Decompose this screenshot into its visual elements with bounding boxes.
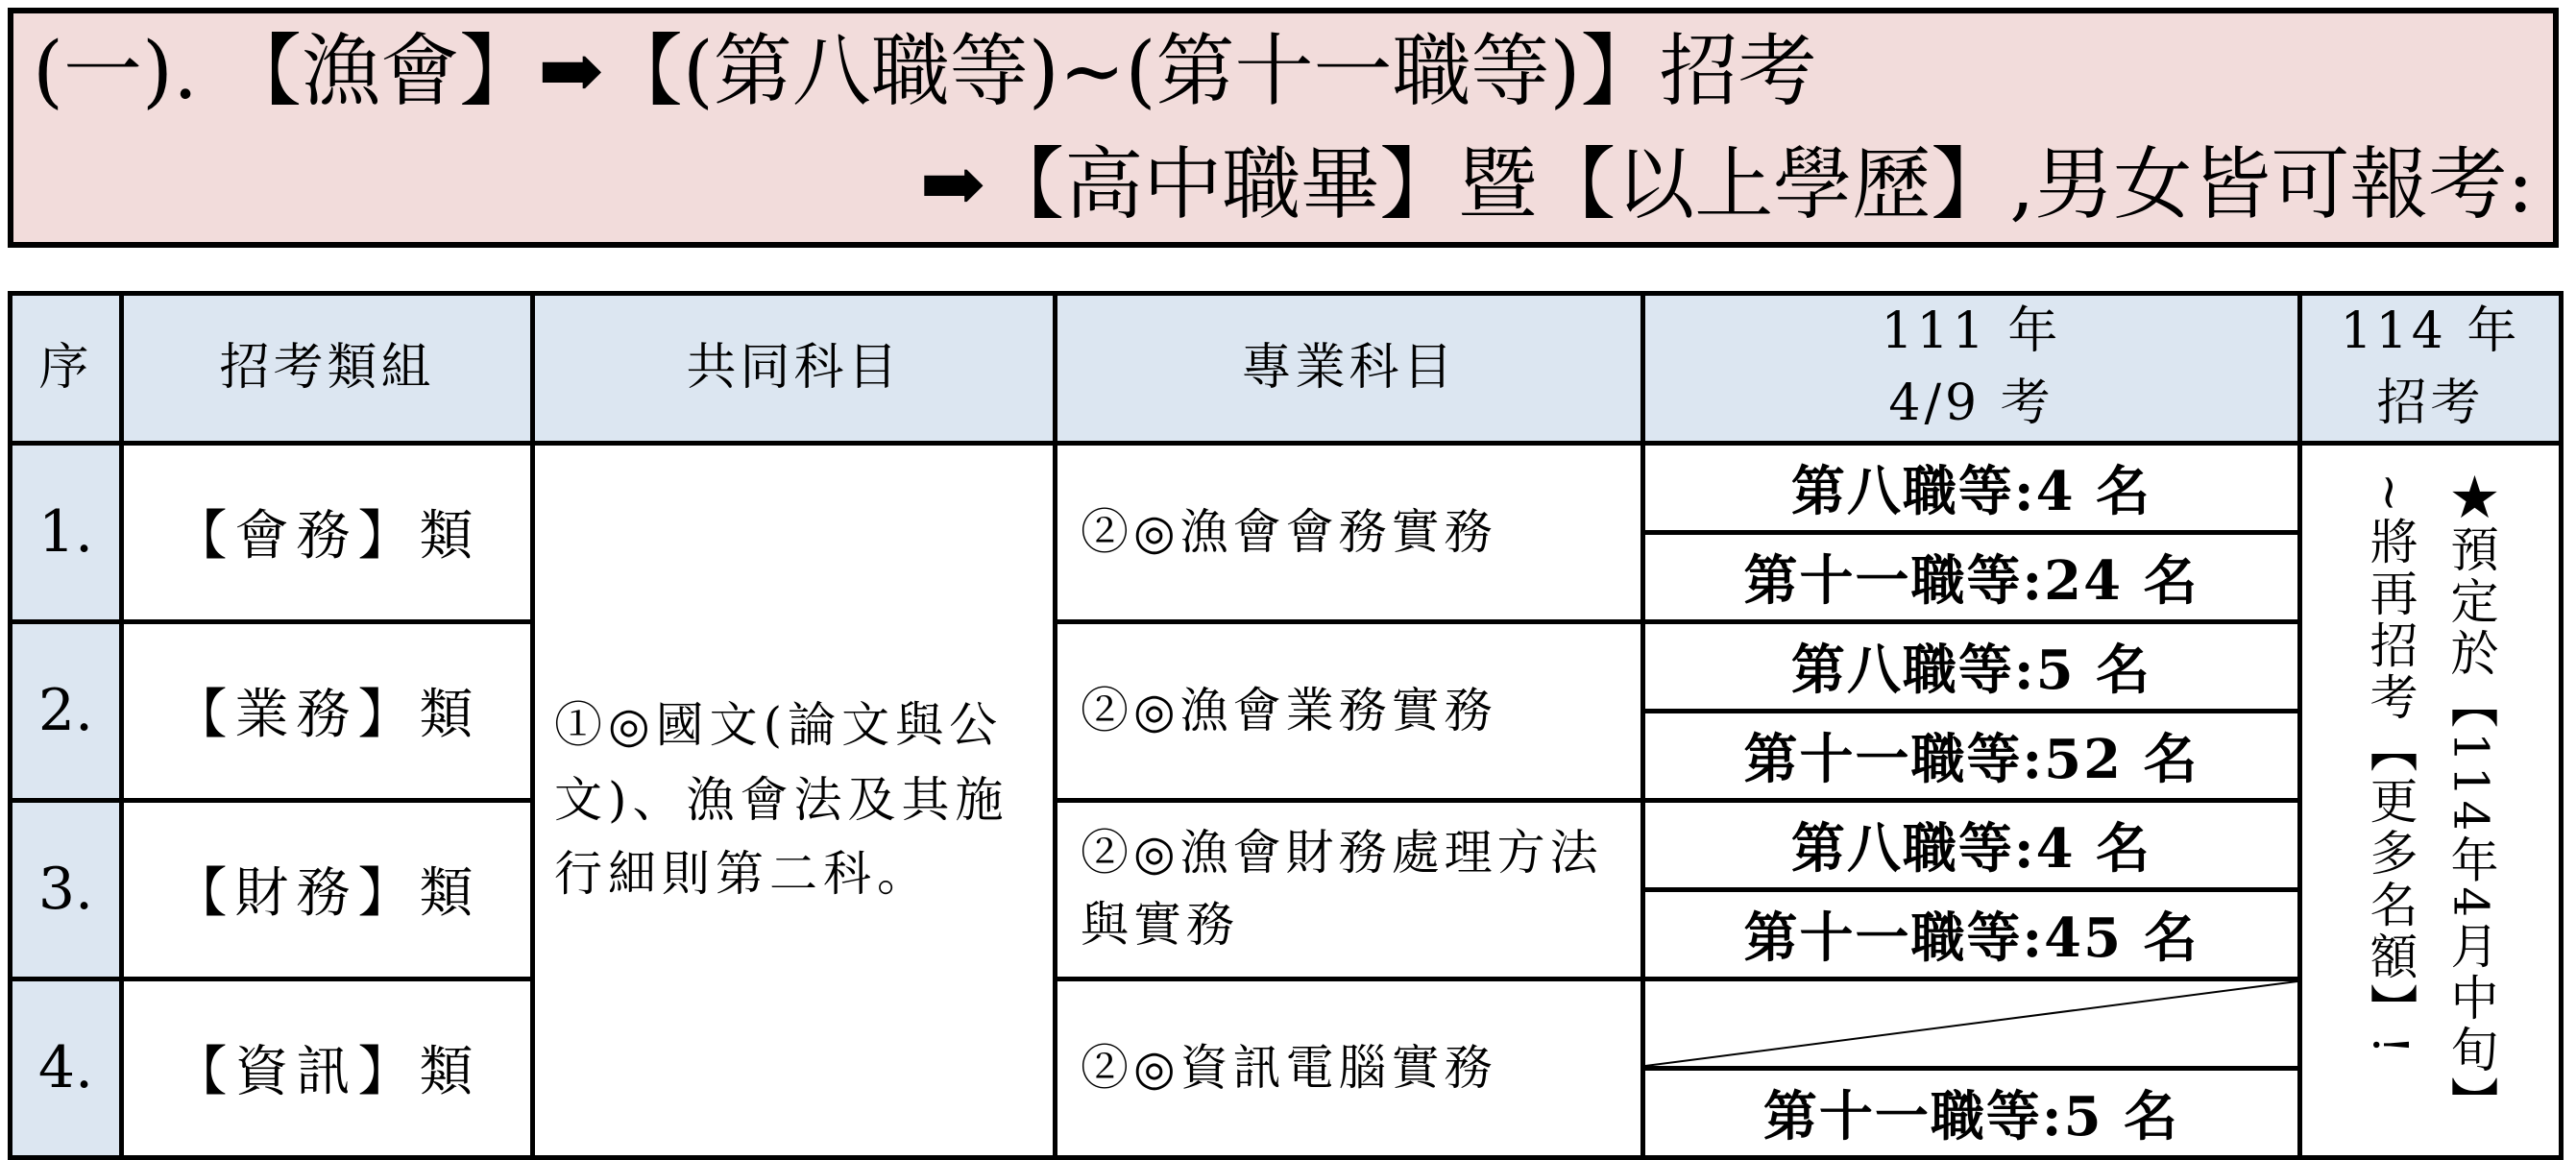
quota-grade-11: 第十一職等:45 名 xyxy=(1643,889,2300,979)
row-group: 【資訊】類 xyxy=(122,979,533,1157)
header-114 xyxy=(2300,294,2562,444)
row-seq: 3. xyxy=(11,800,122,979)
row-seq: 1. xyxy=(11,443,122,621)
quota-grade-11: 第十一職等:5 名 xyxy=(1643,1068,2300,1157)
quota-grade-8: 第八職等:5 名 xyxy=(1643,621,2300,711)
row-professional: ②◎資訊電腦實務 xyxy=(1056,979,1643,1157)
notice-114 xyxy=(2300,443,2562,1157)
table-row xyxy=(11,979,2562,1068)
title-banner xyxy=(8,8,2559,248)
title-line-1: (一). 【漁會】➡【(第八職等)~(第十一職等)】招考 xyxy=(33,26,1817,117)
row-group: 【財務】類 xyxy=(122,800,533,979)
header-common-subject: 共同科目 xyxy=(533,294,1056,444)
header-seq: 序 xyxy=(11,294,122,444)
row-seq: 2. xyxy=(11,621,122,800)
row-group: 【會務】類 xyxy=(122,443,533,621)
quota-grade-8: 第八職等:4 名 xyxy=(1643,800,2300,889)
table-row xyxy=(11,621,2562,711)
diagonal-slash xyxy=(1645,981,2297,1066)
header-professional-subject: 專業科目 xyxy=(1056,294,1643,444)
row-group: 【業務】類 xyxy=(122,621,533,800)
row-professional: ②◎漁會財務處理方法與實務 xyxy=(1056,800,1643,979)
quota-grade-8-empty xyxy=(1643,979,2300,1068)
quota-grade-8: 第八職等:4 名 xyxy=(1643,443,2300,532)
quota-grade-11: 第十一職等:24 名 xyxy=(1643,532,2300,621)
exam-table xyxy=(8,291,2564,1160)
header-114-year: 114 年 xyxy=(2340,302,2521,360)
row-professional: ②◎漁會會務實務 xyxy=(1056,443,1643,621)
row-seq: 4. xyxy=(11,979,122,1157)
title-line-2: ➡【高中職畢】暨【以上學歷】,男女皆可報考: xyxy=(919,139,2534,230)
header-114-exam: 招考 xyxy=(2376,375,2485,433)
header-111-date: 4/9 考 xyxy=(1888,375,2054,433)
header-111-year: 111 年 xyxy=(1881,302,2062,360)
notice-col-2: ~將再招考【更多名額】! xyxy=(2362,471,2418,1058)
row-professional: ②◎漁會業務實務 xyxy=(1056,621,1643,800)
table-header-row xyxy=(11,294,2562,444)
header-group: 招考類組 xyxy=(122,294,533,444)
table-row xyxy=(11,443,2562,532)
table-row xyxy=(11,800,2562,889)
notice-col-1: ★預定於【114年4月中旬】 xyxy=(2442,471,2499,1128)
quota-grade-11: 第十一職等:52 名 xyxy=(1643,711,2300,800)
common-subject: ①◎國文(論文與公文)、漁會法及其施行細則第二科。 xyxy=(533,443,1056,1157)
header-111 xyxy=(1643,294,2300,444)
